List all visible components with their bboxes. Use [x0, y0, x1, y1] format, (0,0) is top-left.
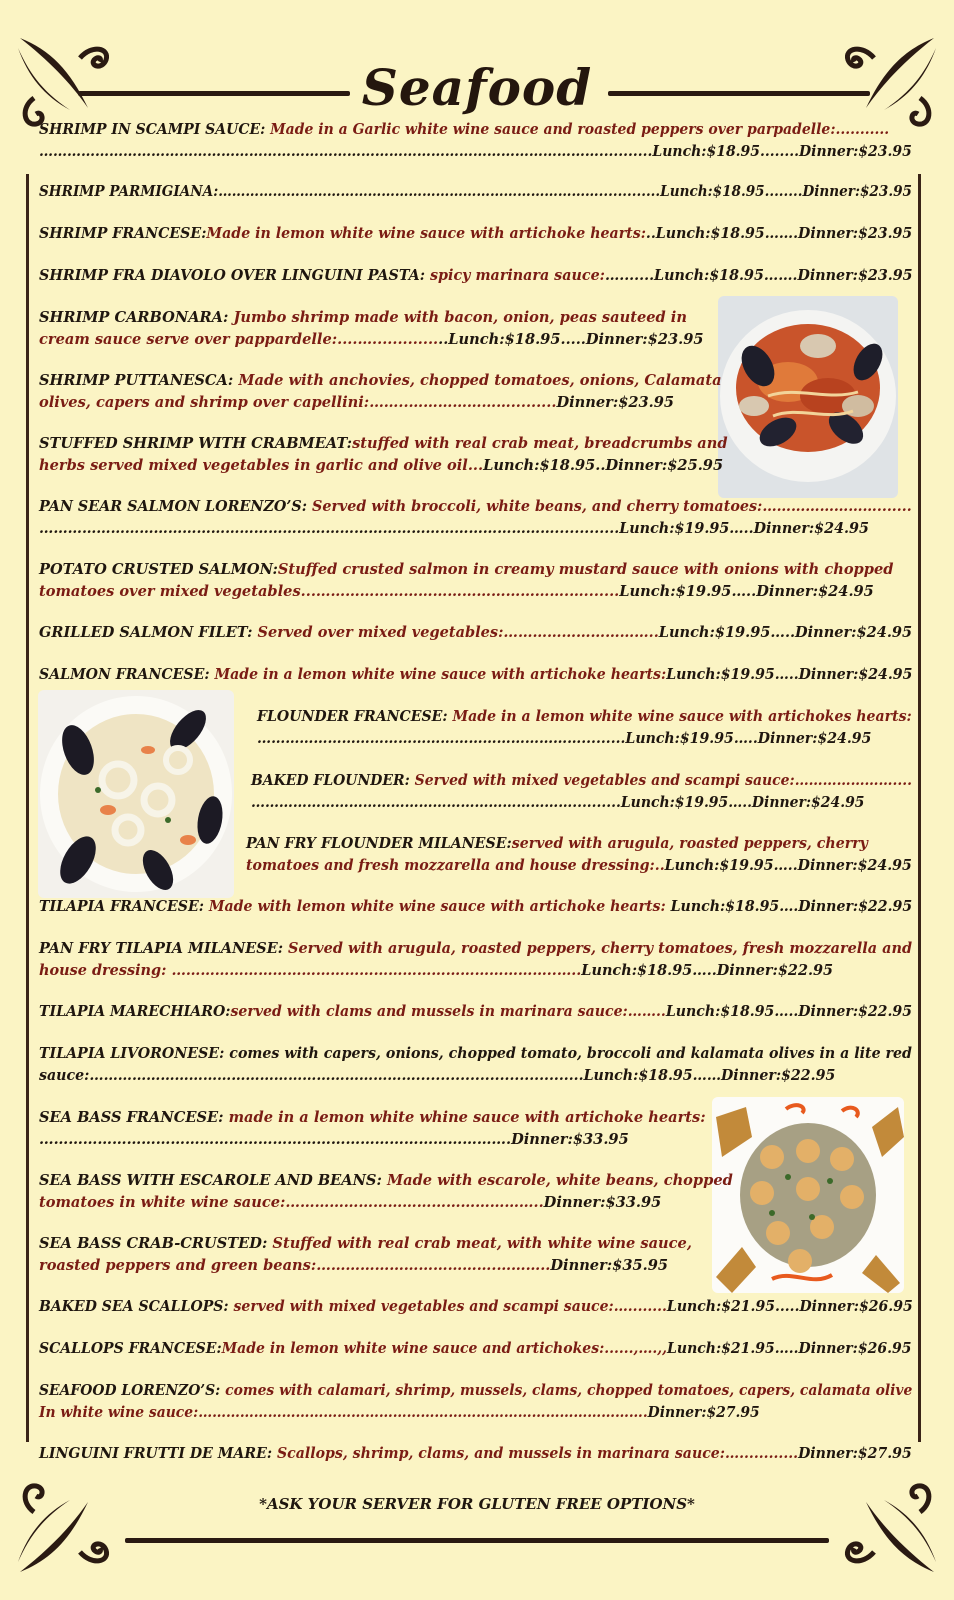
menu-item: TILAPIA LIVORONESE: comes with capers, onions, chopped tomato, broccoli and kalamata olives in a lite red sauce:……………………………………………………………..................................Lunch:$18.95……Dinner:$22.95	[39, 1045, 912, 1084]
menu-item: SEA BASS CRAB-CRUSTED: Stuffed with real crab meat, with white wine sauce, roasted peppers and green beans:……………………………….………..Dinner:$35.95	[39, 1235, 692, 1274]
menu-item: BAKED FLOUNDER: Served with mixed vegetables and scampi sauce:………………….... ……………………………………………………………..........Lunch:$19.95…..Dinner:$24.95	[251, 772, 912, 811]
menu-item: FLOUNDER FRANCESE: Made in a lemon white wine sauce with artichokes hearts: …………………………………………………………….........Lunch:$19.95…..Dinner:$24.95	[257, 708, 912, 747]
bottom-divider	[125, 1538, 829, 1543]
menu-item: TILAPIA FRANCESE: Made with lemon white wine sauce with artichoke hearts: Lunch:$18.95….Dinner:$22.95	[39, 898, 913, 915]
menu-item: BAKED SEA SCALLOPS: served with mixed vegetables and scampi sauce:…........Lunch:$21.95.....Dinner:$26.95	[39, 1298, 913, 1315]
mussels-clams-pasta-photo	[718, 296, 898, 498]
right-border-line	[918, 174, 921, 1442]
menu-item: PAN SEAR SALMON LORENZO’S: Served with broccoli, white beans, and cherry tomatoes:……………………....... ……………………………………………………………………………………………….............Lunch:$19.95…..Dinner:$24.95	[39, 498, 912, 537]
menu-item: TILAPIA MARECHIARO:served with clams and mussels in marinara sauce:……..Lunch:$18.95…..Dinner:$22.95	[39, 1003, 913, 1020]
menu-item: PAN FRY TILAPIA MILANESE: Served with arugula, roasted peppers, cherry tomatoes, fresh mozzarella and house dressing: ……………………………………………………………………..…..Lunch:$18.95…..Dinner:$22.95	[39, 940, 913, 979]
menu-item: PAN FRY FLOUNDER MILANESE:served with arugula, roasted peppers, cherry tomatoes and fresh mozzarella and house dressing:..Lunch:$19.95…..Dinner:$24.95	[246, 835, 912, 874]
menu-item: SCALLOPS FRANCESE:Made in lemon white wine sauce and artichokes:......,….,,Lunch:$21.95…..Dinner:$26.95	[39, 1340, 912, 1357]
menu-item: LINGUINI FRUTTI DE MARE: Scallops, shrimp, clams, and mussels in marinara sauce:…............Dinner:$27.95	[39, 1445, 912, 1462]
page-title: Seafood	[361, 58, 593, 117]
scallops-risotto-photo	[712, 1097, 904, 1293]
menu-item: SHRIMP PARMIGIANA:………………………………………………………………………….............Lunch:$18.95........Dinner:$23.95	[39, 183, 912, 200]
menu-item: SHRIMP PUTTANESCA: Made with anchovies, chopped tomatoes, onions, Calamata olives, capers and shrimp over capellini:……..………………….........Dinner:$23.95	[39, 372, 722, 411]
menu-item: SALMON FRANCESE: Made in a lemon white wine sauce with artichoke hearts:Lunch:$19.95…..Dinner:$24.95	[39, 666, 913, 683]
menu-item: SHRIMP FRANCESE:Made in lemon white wine sauce with artichoke hearts:..Lunch:$18.95…….Dinner:$23.95	[39, 225, 913, 242]
corner-flourish-icon	[834, 1470, 944, 1580]
menu-item: SEA BASS FRANCESE: made in a lemon white whine sauce with artichoke hearts: …………………………………………………………………………………….Dinner:$33.95	[39, 1109, 706, 1148]
menu-item: SHRIMP CARBONARA: Jumbo shrimp made with bacon, onion, peas sauteed in cream sauce serve over pappardelle:....…...............Lunch:$18.95.....Dinner:$23.95	[39, 309, 704, 348]
calamari-mussels-photo	[38, 690, 234, 898]
menu-item: SEAFOOD LORENZO’S: comes with calamari, shrimp, mussels, clams, chopped tomatoes, capers, calamata olive In white wine sauce:…………………………………………………………………………………….Dinner:$27.95	[39, 1382, 913, 1421]
menu-item: STUFFED SHRIMP WITH CRABMEAT:stuffed with real crab meat, breadcrumbs and herbs served mixed vegetables in garlic and olive oil...Lunch:$18.95..Dinner:$25.95	[39, 435, 728, 474]
menu-item: SEA BASS WITH ESCAROLE AND BEANS: Made with escarole, white beans, chopped tomatoes in white wine sauce:……………………………………………..Dinner:$33.95	[39, 1172, 733, 1211]
gluten-free-note: *ASK YOUR SERVER FOR GLUTEN FREE OPTIONS*	[259, 1495, 695, 1513]
menu-item: GRILLED SALMON FILET: Served over mixed vegetables:…………………………..Lunch:$19.95…..Dinner:$24.95	[39, 624, 913, 641]
menu-item: SHRIMP IN SCAMPI SAUCE: Made in a Garlic white wine sauce and roasted peppers over parpadelle:........... …………………………………………………………………………………………………………...........Lunch:$18.95........Dinner:$23.95	[39, 121, 912, 160]
menu-item: SHRIMP FRA DIAVOLO OVER LINGUINI PASTA: spicy marinara sauce:….......Lunch:$18.95…….Dinner:$23.95	[39, 267, 913, 284]
menu-item: POTATO CRUSTED SALMON:Stuffed crusted salmon in creamy mustard sauce with onions with chopped tomatoes over mixed vegetables...…………………………………………….….......Lunch:$19.95…..Dinner:$24.95	[39, 561, 894, 600]
corner-flourish-icon	[10, 1470, 120, 1580]
left-border-line	[26, 174, 29, 1442]
